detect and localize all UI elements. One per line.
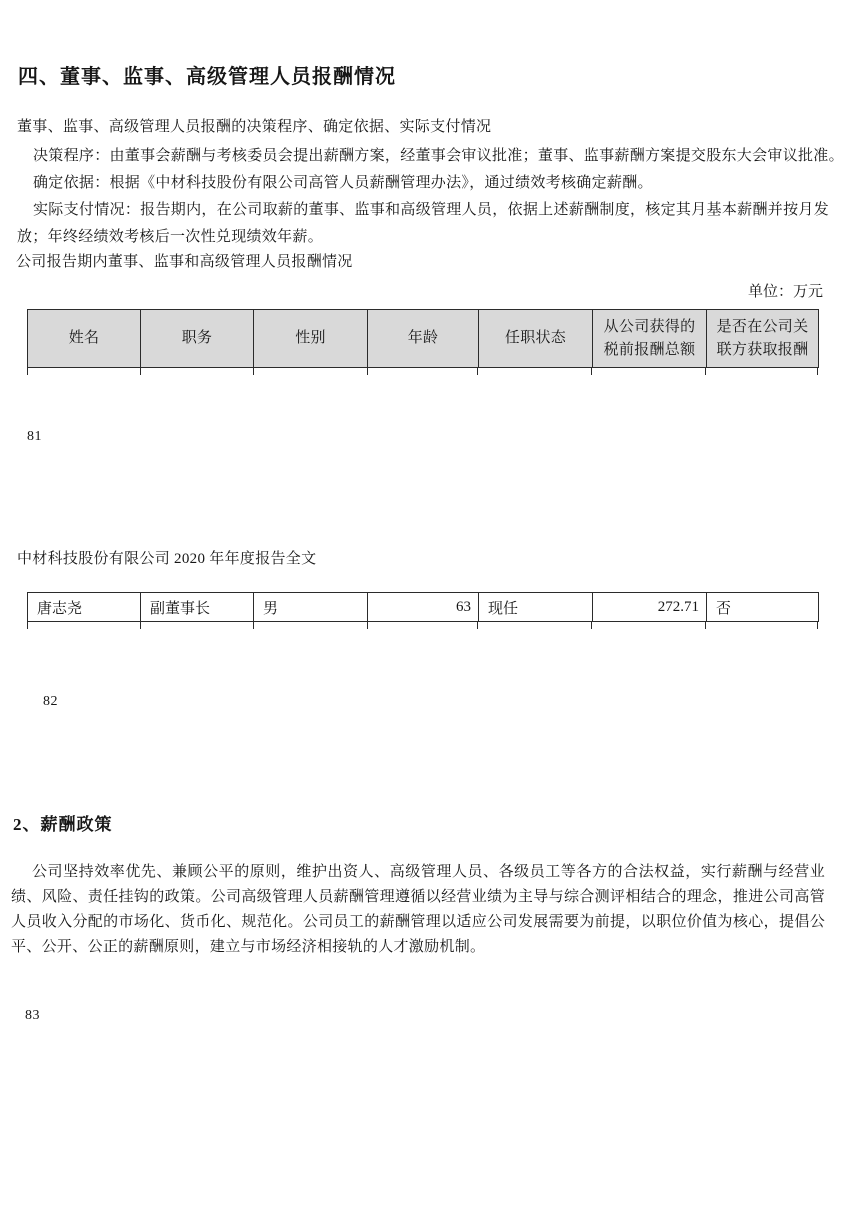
cell-gender: 男 [254,593,368,622]
table-row [28,593,819,622]
header-position: 职务 [141,310,254,368]
para-payment: 实际支付情况：报告期内，在公司取薪的董事、监事和高级管理人员，依据上述薪酬制度，核定其月基本薪酬并按月发放；年终经绩效考核后一次性兑现绩效年薪。 [17,202,829,245]
policy-paragraph: 公司坚持效率优先、兼顾公平的原则，维护出资人、高级管理人员、各级员工等各方的合法权益，实行薪酬与经营业绩、风险、责任挂钩的政策。公司高级管理人员薪酬管理遵循以经营业绩为主导与综合测评相结合的理念，推进公司高管人员收入分配的市场化、货币化、规范化。公司员工的薪酬管理以适应公司发展需要为前提，以职位价值为核心，提倡公平、公开、公正的薪酬原则，建立与市场经济相接轨的人才激励机制。 [11,864,825,955]
header-gender: 性别 [254,310,368,368]
subsection-title: 2、薪酬政策 [13,815,113,834]
table-caption: 公司报告期内董事、监事和高级管理人员报酬情况 [16,254,353,270]
table-continuation-stub [27,368,818,375]
cell-position: 副董事长 [141,593,254,622]
para-basis: 确定依据：根据《中材科技股份有限公司高管人员薪酬管理办法》，通过绩效考核确定薪酬。 [33,175,653,191]
compensation-table-header [27,309,819,368]
header-row [28,310,819,368]
page-number-82: 82 [43,694,58,709]
report-running-header: 中材科技股份有限公司 2020 年年度报告全文 [17,551,317,567]
page-number-83: 83 [25,1008,40,1023]
header-related-party: 是否在公司关 联方获取报酬 [707,310,819,368]
table-continuation-stub [27,622,818,629]
cell-age: 63 [368,593,479,622]
intro-line: 董事、监事、高级管理人员报酬的决策程序、确定依据、实际支付情况 [17,119,492,135]
cell-compensation: 272.71 [593,593,707,622]
cell-status: 现任 [479,593,593,622]
unit-label: 单位：万元 [747,284,823,300]
header-name: 姓名 [28,310,141,368]
header-status: 任职状态 [479,310,593,368]
header-pretax-compensation: 从公司获得的 税前报酬总额 [593,310,707,368]
page-number-81: 81 [27,429,42,444]
compensation-table-row [27,592,819,622]
section-title: 四、董事、监事、高级管理人员报酬情况 [18,66,396,88]
cell-related-party: 否 [707,593,819,622]
cell-name: 唐志尧 [28,593,141,622]
header-age: 年龄 [368,310,479,368]
para-decision: 决策程序：由董事会薪酬与考核委员会提出薪酬方案，经董事会审议批准；董事、监事薪酬方案提交股东大会审议批准。 [33,148,844,164]
